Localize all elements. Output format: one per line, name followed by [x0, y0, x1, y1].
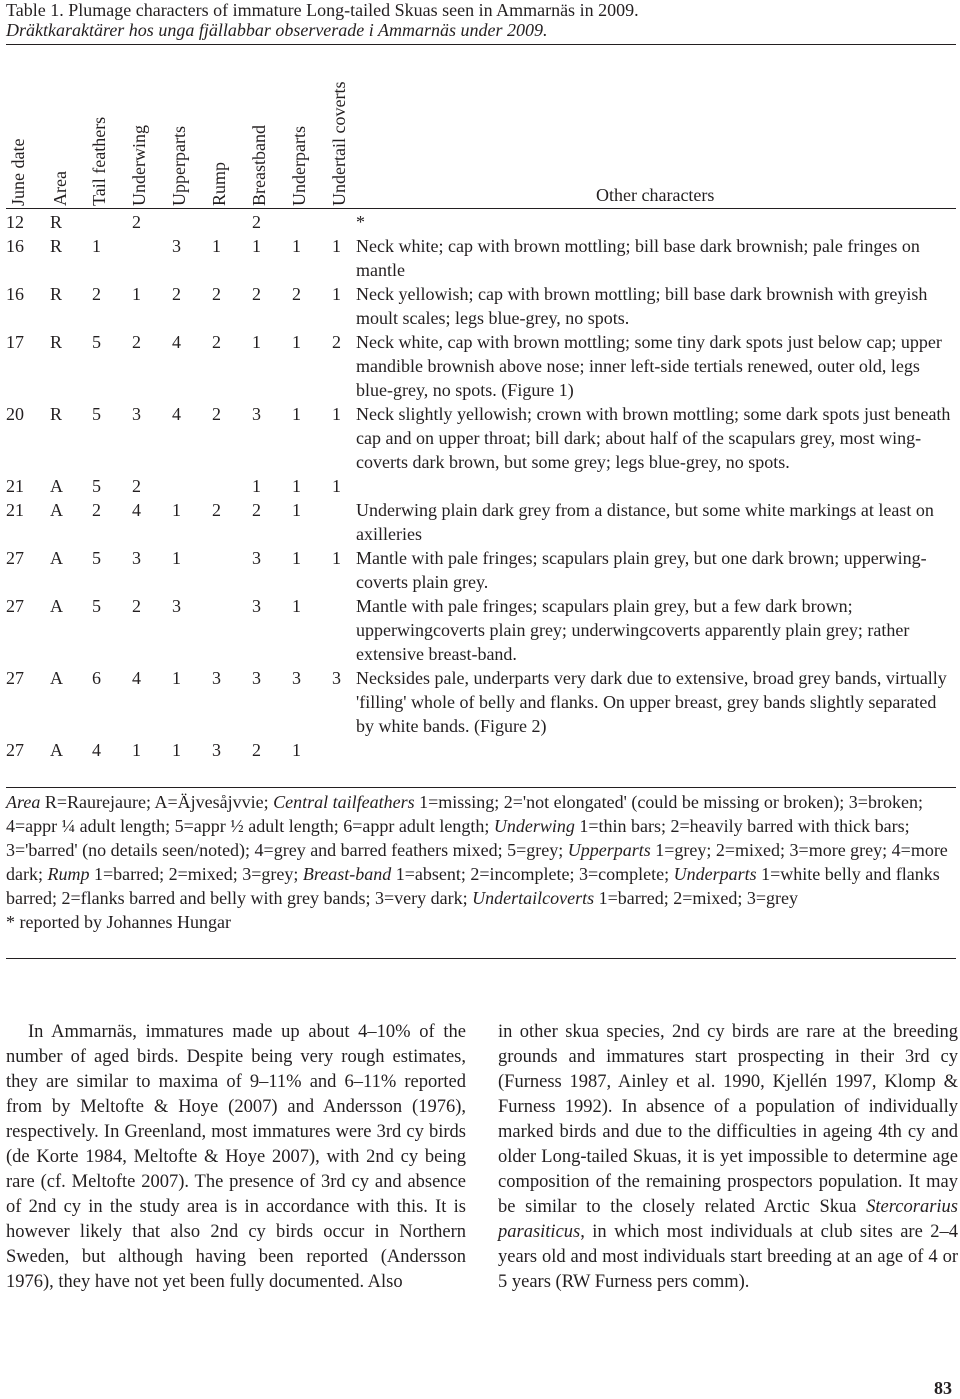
cell-underwing: 2 [132, 332, 141, 352]
cell-tail: 5 [92, 596, 101, 616]
legend-upperparts-text: 1=grey; 2=mixed; 3=more grey; 4=more dark; [6, 840, 948, 884]
table-top-rule [6, 44, 956, 45]
header-undertail-coverts: Undertail coverts [329, 81, 349, 206]
legend-area-text: R=Raurejaure; A=Äjvesåjvvie; [40, 792, 274, 812]
cell-underwing: 4 [132, 668, 141, 688]
cell-underwing: 2 [132, 476, 141, 496]
cell-underparts: 1 [292, 332, 301, 352]
cell-underwing: 2 [132, 212, 141, 232]
cell-rump: 1 [212, 236, 221, 256]
legend-breastband-text: 1=absent; 2=incomplete; 3=complete; [391, 864, 674, 884]
legend-underparts-label: Underparts [673, 864, 757, 884]
cell-upperparts: 1 [172, 668, 181, 688]
cell-other: Mantle with pale fringes; scapulars plain grey, but one dark brown; upperwing-coverts plain grey. [356, 548, 927, 592]
header-june-date: June date [8, 138, 28, 206]
header-other-characters: Other characters [596, 185, 715, 205]
cell-date: 21 [6, 476, 24, 496]
cell-undertail: 2 [332, 332, 341, 352]
table-row [6, 282, 956, 330]
cell-other: * [356, 212, 365, 232]
cell-upperparts [172, 474, 212, 498]
cell-date: 12 [6, 212, 24, 232]
cell-undertail [332, 210, 356, 234]
cell-tail: 6 [92, 668, 101, 688]
cell-breastband: 3 [252, 404, 261, 424]
table-row [6, 546, 956, 594]
cell-undertail: 1 [332, 548, 341, 568]
cell-underwing: 1 [132, 740, 141, 760]
cell-underparts: 1 [292, 740, 301, 760]
cell-underparts [292, 210, 332, 234]
cell-date: 21 [6, 500, 24, 520]
cell-area: A [50, 476, 63, 496]
cell-undertail [332, 498, 356, 546]
cell-undertail [332, 738, 356, 762]
cell-area: R [50, 236, 63, 256]
cell-rump: 3 [212, 668, 221, 688]
body-column-right [498, 1020, 958, 1295]
table-row [6, 738, 956, 762]
page-number: 83 [934, 1378, 952, 1398]
plumage-table [6, 210, 956, 762]
header-upperparts: Upperparts [169, 126, 189, 206]
body-right-text-a: in other skua species, 2nd cy birds are rare at the breeding grounds and immatures start prospecting in their 3rd cy (Furness 1987, Ainley et al. 1990, Kjellén 1997, Klomp & Furness 1992). In absence of a population of individually marked birds and due to the difficulties in ageing 4th cy and older Long-tailed Skuas, it is yet impossible to determine age composition of the remaining prospectors population. It may be similar to the closely related Arctic Skua [498, 1022, 958, 1217]
cell-breastband: 2 [252, 500, 261, 520]
cell-upperparts: 4 [172, 332, 181, 352]
cell-tail: 4 [92, 740, 101, 760]
cell-other: Underwing plain dark grey from a distance, but some white markings at least on axilleries [356, 500, 934, 544]
legend-rump-text: 1=barred; 2=mixed; 3=grey; [89, 864, 303, 884]
legend-footnote: * reported by Johannes Hungar [6, 912, 231, 932]
header-area: Area [50, 171, 70, 206]
cell-underparts: 1 [292, 596, 301, 616]
cell-underwing: 1 [132, 284, 141, 304]
table-row [6, 498, 956, 546]
cell-other: Mantle with pale fringes; scapulars plain grey, but a few dark brown; upperwingcoverts plain grey; underwingcoverts apparently plain grey; rather extensive breast-band. [356, 596, 910, 664]
cell-area: R [50, 404, 63, 424]
cell-area: R [50, 332, 63, 352]
cell-upperparts [172, 210, 212, 234]
legend-rump-label: Rump [47, 864, 90, 884]
cell-upperparts: 3 [172, 596, 181, 616]
table-row [6, 402, 956, 474]
cell-underwing: 4 [132, 500, 141, 520]
header-underwing: Underwing [129, 125, 149, 206]
legend-breastband-label: Breast-band [302, 864, 392, 884]
cell-underparts: 1 [292, 404, 301, 424]
cell-tail [92, 210, 132, 234]
cell-underwing: 2 [132, 596, 141, 616]
cell-tail: 2 [92, 284, 101, 304]
cell-underparts: 1 [292, 548, 301, 568]
cell-breastband: 1 [252, 476, 261, 496]
cell-other: Neck slightly yellowish; crown with brown mottling; some dark spots just beneath cap and on upper throat; bill dark; about half of the scapulars grey, most wing-coverts dark brown, but some grey; legs blue-grey, no spots. [356, 404, 951, 472]
table-row [6, 330, 956, 402]
cell-breastband: 3 [252, 668, 261, 688]
body-column-left: In Ammarnäs, immatures made up about 4–10% of the number of aged birds. Despite being very rough estimates, they are similar to maxima of 9–11% and 6–11% reported from by Meltofte & Hoye (2007) and Andersson (1976), respectively. In Greenland, most immatures were 3rd cy birds (de Korte 1984, Meltofte & Hoye 2007), with 2nd cy being rare (cf. Meltofte 2007). The presence of 3rd cy and absence of 2nd cy in the study area is in accordance with this. It is however likely that also 2nd cy birds occur in Northern Sweden, but although having been reported (Andersson 1976), they have not yet been fully documented. Also [6, 1022, 466, 1292]
header-breastband: Breastband [249, 125, 269, 206]
cell-tail: 1 [92, 236, 101, 256]
cell-tail: 5 [92, 404, 101, 424]
cell-breastband: 2 [252, 740, 261, 760]
cell-area: A [50, 548, 63, 568]
cell-underparts: 2 [292, 284, 301, 304]
cell-rump: 2 [212, 284, 221, 304]
legend-undertail-text: 1=barred; 2=mixed; 3=grey [594, 888, 799, 908]
cell-rump: 2 [212, 500, 221, 520]
cell-date: 17 [6, 332, 24, 352]
header-underparts: Underparts [289, 126, 309, 206]
cell-other: Neck yellowish; cap with brown mottling; bill base dark brownish with greyish moult scales; legs blue-grey, no spots. [356, 284, 928, 328]
cell-breastband: 2 [252, 212, 261, 232]
body-right-text-b: , in which most individuals at club sites are 2–4 years old and most individuals start breeding at an age of 4 or 5 years (RW Furness pers comm). [498, 1222, 958, 1292]
cell-underparts: 1 [292, 500, 301, 520]
cell-upperparts: 4 [172, 404, 181, 424]
legend-underparts-text: 1=white belly and flanks barred; 2=flanks barred and belly with grey bands; 3=very dark; [6, 864, 940, 908]
cell-date: 27 [6, 548, 24, 568]
cell-breastband: 3 [252, 548, 261, 568]
cell-date: 16 [6, 284, 24, 304]
cell-underwing: 3 [132, 548, 141, 568]
cell-other: Necksides pale, underparts very dark due to extensive, broad grey bands, virtually 'filling' whole of belly and flanks. On upper breast, grey bands slightly separated by white bands. (Figure 2) [356, 668, 947, 736]
cell-date: 20 [6, 404, 24, 424]
table-row [6, 210, 956, 234]
cell-date: 16 [6, 236, 24, 256]
cell-tail: 5 [92, 476, 101, 496]
cell-area: A [50, 596, 63, 616]
cell-undertail: 1 [332, 236, 341, 256]
legend-area-label: Area [6, 792, 41, 812]
table-row [6, 666, 956, 738]
cell-other: Neck white; cap with brown mottling; bill base dark brownish; pale fringes on mantle [356, 236, 920, 280]
cell-other [356, 474, 956, 498]
cell-upperparts: 1 [172, 740, 181, 760]
table-body-bottom-rule [6, 787, 956, 788]
table-row [6, 234, 956, 282]
table-row [6, 474, 956, 498]
cell-upperparts: 2 [172, 284, 181, 304]
cell-rump [212, 474, 252, 498]
cell-tail: 2 [92, 500, 101, 520]
cell-rump [212, 594, 252, 666]
cell-rump: 2 [212, 332, 221, 352]
caption-english: Table 1. Plumage characters of immature Long-tailed Skuas seen in Ammarnäs in 2009. [6, 0, 639, 20]
cell-area: R [50, 284, 63, 304]
cell-breastband: 1 [252, 236, 261, 256]
cell-other: Neck white, cap with brown mottling; some tiny dark spots just below cap; upper mandible brownish above nose; inner left-side tertials renewed, outer old, legs blue-grey, no spots. (Figure 1) [356, 332, 942, 400]
table-bottom-rule [6, 958, 956, 959]
cell-breastband: 1 [252, 332, 261, 352]
cell-area: A [50, 668, 63, 688]
table-row [6, 594, 956, 666]
legend-underwing-text: 1=thin bars; 2=heavily barred with thick bars; 3='barred' (no details seen/noted); 4=grey and barred feathers mixed; 5=grey; [6, 816, 910, 860]
cell-upperparts: 1 [172, 548, 181, 568]
header-rump: Rump [209, 161, 229, 206]
cell-other [356, 738, 956, 762]
legend-upperparts-label: Upperparts [567, 840, 651, 860]
cell-upperparts: 3 [172, 236, 181, 256]
cell-upperparts: 1 [172, 500, 181, 520]
cell-tail: 5 [92, 332, 101, 352]
cell-undertail: 1 [332, 476, 341, 496]
cell-breastband: 3 [252, 596, 261, 616]
cell-rump [212, 210, 252, 234]
cell-area: A [50, 740, 63, 760]
cell-date: 27 [6, 596, 24, 616]
cell-area: A [50, 500, 63, 520]
cell-underwing: 3 [132, 404, 141, 424]
cell-area: R [50, 212, 63, 232]
cell-rump [212, 546, 252, 594]
cell-underparts: 1 [292, 476, 301, 496]
cell-undertail: 1 [332, 404, 341, 424]
legend-tail-label: Central tailfeathers [273, 792, 415, 812]
cell-undertail [332, 594, 356, 666]
cell-undertail: 3 [332, 668, 341, 688]
caption-swedish: Dräktkaraktärer hos unga fjällabbar observerade i Ammarnäs under 2009. [6, 20, 548, 40]
cell-date: 27 [6, 740, 24, 760]
cell-breastband: 2 [252, 284, 261, 304]
header-tail-feathers: Tail feathers [89, 116, 109, 206]
legend-text [6, 790, 956, 910]
cell-tail: 5 [92, 548, 101, 568]
cell-underparts: 3 [292, 668, 301, 688]
cell-underparts: 1 [292, 236, 301, 256]
legend-tail-text: 1=missing; 2='not elongated' (could be missing or broken); 3=broken; 4=appr ¼ adult length; 5=appr ½ adult length; 6=appr adult length; [6, 792, 923, 836]
cell-underwing [132, 234, 172, 282]
legend-undertail-label: Undertailcoverts [472, 888, 595, 908]
cell-undertail: 1 [332, 284, 341, 304]
species-name: Stercorarius parasiticus [498, 1197, 958, 1242]
legend-underwing-label: Underwing [493, 816, 575, 836]
header-bottom-rule [6, 208, 956, 209]
table-caption [6, 0, 956, 40]
cell-date: 27 [6, 668, 24, 688]
cell-rump: 2 [212, 404, 221, 424]
table-legend [6, 790, 956, 934]
cell-rump: 3 [212, 740, 221, 760]
